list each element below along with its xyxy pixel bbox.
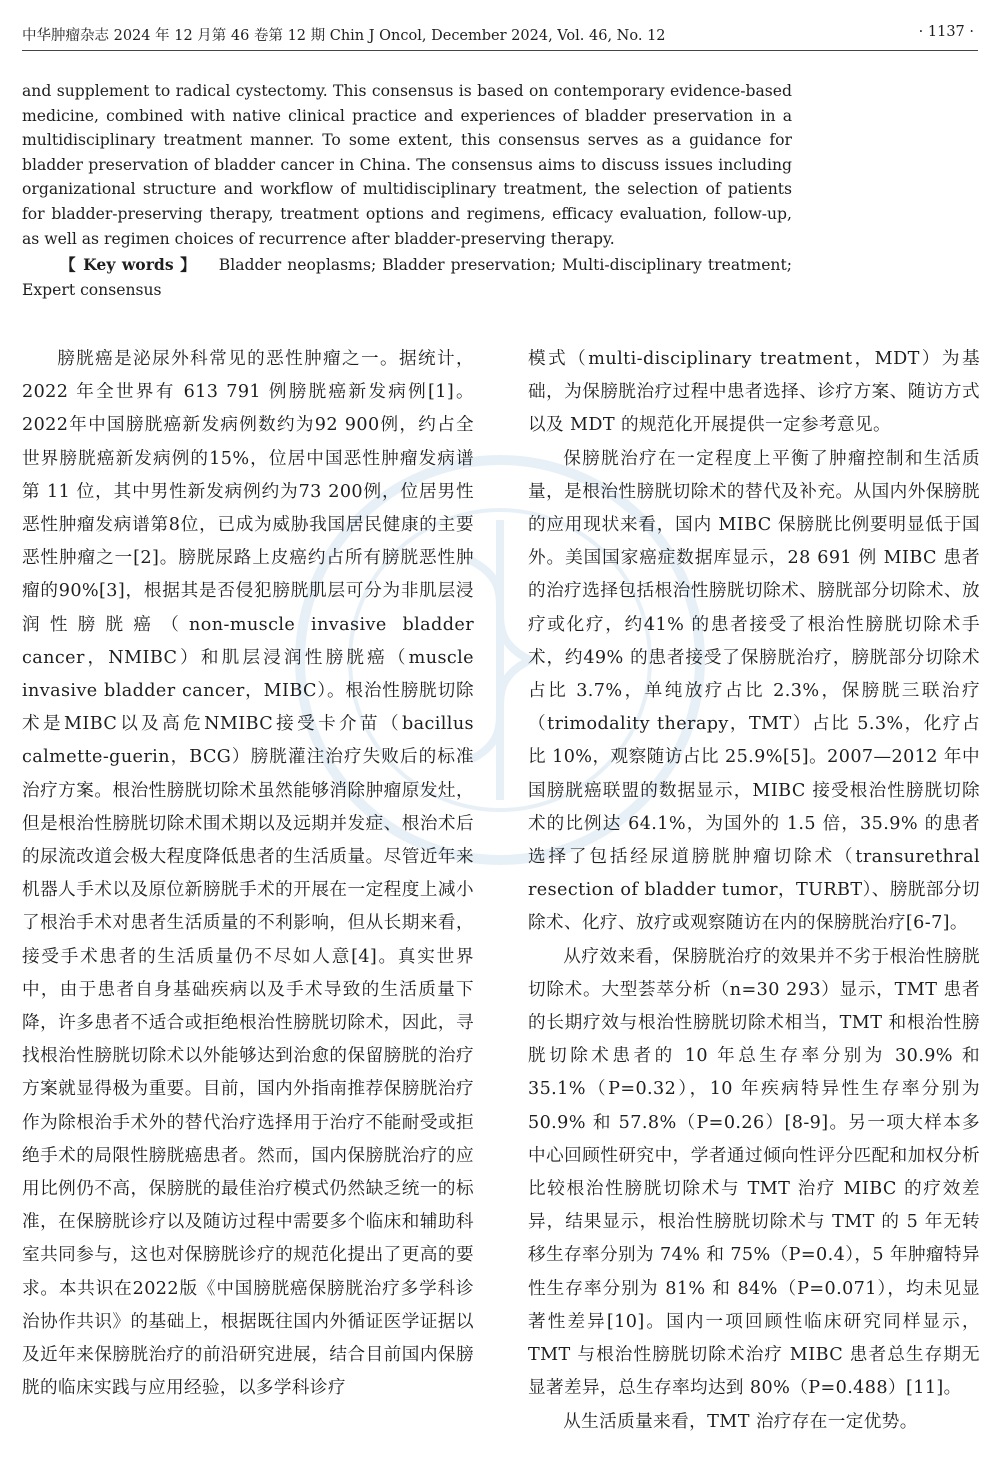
body-paragraph: 保膀胱治疗在一定程度上平衡了肿瘤控制和生活质量，是根治性膀胱切除术的替代及补充。从国内外保膀胱的应用现状来看，国内 MIBC 保膀胱比例要明显低于国外。美国国家癌症数据库显示，28 691 例 MIBC 患者的治疗选择包括根治性膀胱切除术、膀胱部分切除术、放疗或化疗，约41% 的患者接受了根治性膀胱切除术手术，约49% 的患者接受了保膀胱治疗，膀胱部分切除术占比 3.7%，单纯放疗占比 2.3%，保膀胱三联治疗（trimodality therapy，TMT）占比 5.3%，化疗占比 10%，观察随访占比 25.9%[5]。2007—2012 年中国膀胱癌联盟的数据显示，MIBC 接受根治性膀胱切除术的比例达 64.1%，为国外的 1.5 倍，35.9% 的患者选择了包括经尿道膀胱肿瘤切除术（transurethral resection of bladder tumor，TURBT）、膀胱部分切除术、化疗、放疗或观察随访在内的保膀胱治疗[6-7]。 (528, 448, 980, 934)
body-column-right (528, 343, 980, 1439)
body-paragraph: 膀胱癌是泌尿外科常见的恶性肿瘤之一。据统计，2022 年全世界有 613 791 例膀胱癌新发病例[1]。2022年中国膀胱癌新发病例数约为92 900例，约占全世界膀胱癌新发病例的15%，位居中国恶性肿瘤发病谱第 11 位，其中男性新发病例约为73 200例，位居男性恶性肿瘤发病谱第8位，已成为威胁我国居民健康的主要恶性肿瘤之一[2]。膀胱尿路上皮癌约占所有膀胱恶性肿瘤的90%[3]，根据其是否侵犯膀胱肌层可分为非肌层浸润性膀胱癌（non-muscle invasive bladder cancer，NMIBC）和肌层浸润性膀胱癌（muscle invasive bladder cancer，MIBC）。根治性膀胱切除术是MIBC以及高危NMIBC接受卡介苗（bacillus calmette-guerin，BCG）膀胱灌注治疗失败后的标准治疗方案。根治性膀胱切除术虽然能够消除肿瘤原发灶，但是根治性膀胱切除术围术期以及远期并发症、根治术后的尿流改道会极大程度降低患者的生活质量。尽管近年来机器人手术以及原位新膀胱手术的开展在一定程度上减小了根治手术对患者生活质量的不利影响，但从长期来看，接受手术患者的生活质量仍不尽如人意[4]。真实世界中，由于患者自身基础疾病以及手术导致的生活质量下降，许多患者不适合或拒绝根治性膀胱切除术，因此，寻找根治性膀胱切除术以外能够达到治愈的保留膀胱的治疗方案就显得极为重要。目前，国内外指南推荐保膀胱治疗作为除根治手术外的替代治疗选择用于治疗不能耐受或拒绝手术的局限性膀胱癌患者。然而，国内保膀胱治疗的应用比例仍不高，保膀胱的最佳治疗模式仍然缺乏统一的标准，在保膀胱诊疗以及随访过程中需要多个临床和辅助科室共同参与，这也对保膀胱诊疗的规范化提出了更高的要求。本共识在2022版《中国膀胱癌保膀胱治疗多学科诊治协作共识》的基础上，根据既往国内外循证医学证据以及近年来保膀胱治疗的前沿研究进展，结合目前国内保膀胱的临床实践与应用经验，以多学科诊疗 (22, 349, 474, 1399)
publisher-watermark (0, 1450, 500, 1476)
english-abstract (22, 79, 792, 251)
journal-citation: 中华肿瘤杂志 2024 年 12 月第 46 卷第 12 期 Chin J Oncol, December 2024, Vol. 46, No. 12 (22, 28, 666, 44)
keywords-label: 【 Key words 】 (60, 255, 197, 274)
body-paragraph: 从疗效来看，保膀胱治疗的效果并不劣于根治性膀胱切除术。大型荟萃分析（n=30 293）显示，TMT 患者的长期疗效与根治性膀胱切除术相当，TMT 和根治性膀胱切除术患者的 10 年总生存率分别为 30.9% 和 35.1%（P=0.32），10 年疾病特异性生存率分别为 50.9% 和 57.8%（P=0.26）[8-9]。另一项大样本多中心回顾性研究中，学者通过倾向性评分匹配和加权分析比较根治性膀胱切除术与 TMT 治疗 MIBC 的疗效差异，结果显示，根治性膀胱切除术与 TMT 的 5 年无转移生存率分别为 74% 和 75%（P=0.4），5 年肿瘤特异性生存率分别为 81% 和 84%（P=0.071），均未见显著性差异[10]。国内一项回顾性临床研究同样显示，TMT 与根治性膀胱切除术治疗 MIBC 患者总生存期无显著差异，总生存率均达到 80%（P=0.488）[11]。 (528, 946, 980, 1399)
abstract-text: and supplement to radical cystectomy. This consensus is based on contemporary evidence-based medicine, combined with native clinical practice and experiences of bladder preservation in a multidisciplinary treatment manner. To some extent, this consensus serves as a guidance for bladder preservation of bladder cancer in China. The consensus aims to discuss issues including organizational structure and workflow of multidisciplinary treatment, the selection of patients for bladder-preserving therapy, treatment options and regimens, efficacy evaluation, follow-up, as well as regimen choices of recurrence after bladder-preserving therapy. (22, 82, 792, 248)
keywords-text: Bladder neoplasms; Bladder preservation; Multi-disciplinary treatment; Expert consensus (22, 256, 792, 299)
body-paragraph-continued: 模式（multi-disciplinary treatment，MDT）为基础，为保膀胱治疗过程中患者选择、诊疗方案、随访方式以及 MDT 的规范化开展提供一定参考意见。 (528, 349, 980, 436)
running-header (22, 22, 978, 51)
keywords-block (22, 253, 792, 302)
body-column-left (22, 343, 474, 1406)
body-paragraph: 从生活质量来看，TMT 治疗存在一定优势。 (563, 1411, 918, 1432)
page-number: · 1137 · (918, 24, 974, 40)
